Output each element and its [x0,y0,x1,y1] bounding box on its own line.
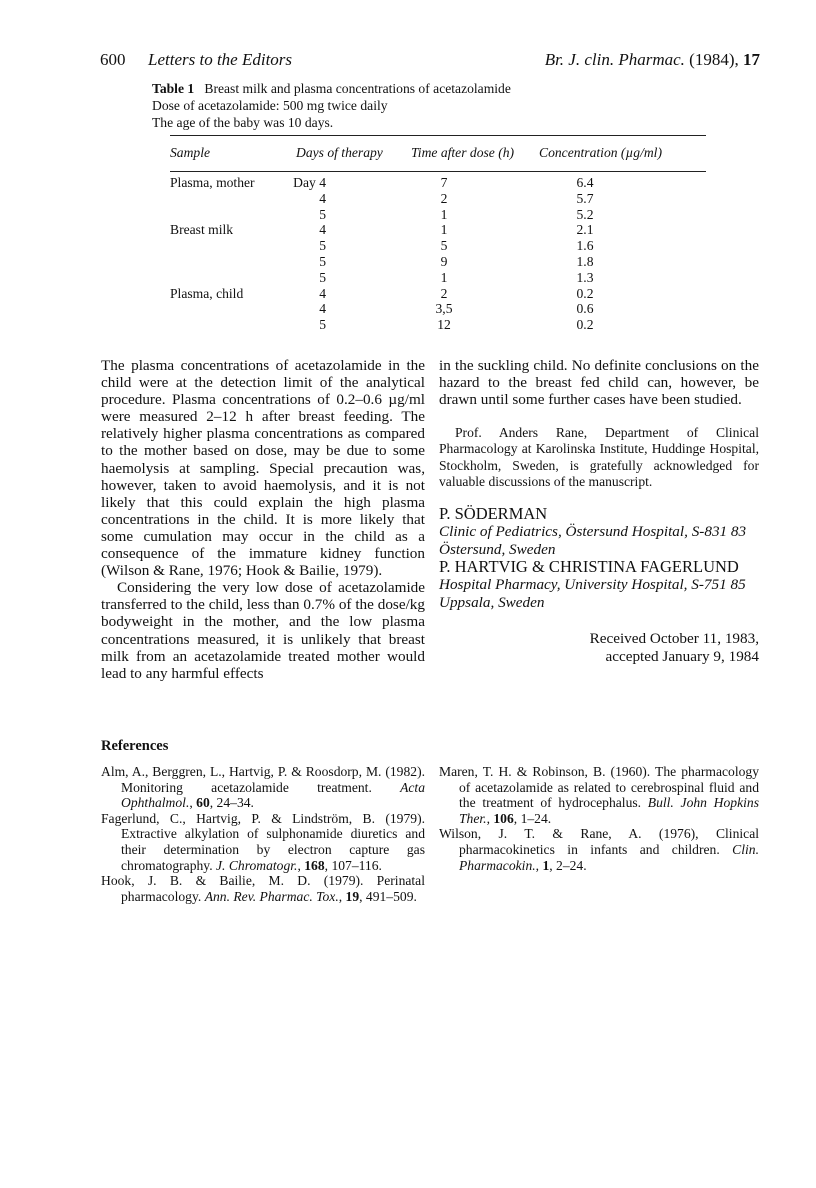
reference-text: Hook, J. B. & Bailie, M. D. (1979). Perinatal pharmacology. [101,873,425,904]
reference-sep: , [189,795,197,811]
cell-time: 3,5 [435,301,453,317]
cell-sample: Breast milk [170,222,234,238]
cell-time: 2 [440,190,448,206]
table-row [170,254,706,270]
reference-pages: , 491–509. [359,888,417,904]
cell-concentration: 1.8 [576,253,594,269]
cell-sample: Plasma, child [170,285,244,301]
cell-days: 5 [319,238,326,254]
body-paragraph: Considering the very low dose of acetazolamide transferred to the child, less than 0.7% of the dose/kg bodyweight in the mother, and the low plasma concentrations measured, it is unlikely that breast milk from an acetazolamide treated mother would lead to any harmful effects [101,579,425,682]
column-header-time: Time after dose (h) [411,145,515,160]
reference-volume: 106 [493,810,514,826]
table-caption [152,80,712,131]
cell-concentration: 5.2 [576,206,594,222]
cell-days: 4 [319,222,326,238]
reference-pages: , 107–116. [324,857,382,873]
table-row [170,286,706,302]
reference-item [439,764,759,826]
reference-sep: , [338,888,346,904]
reference-journal: Ann. Rev. Pharmac. Tox. [204,888,339,904]
cell-time: 5 [440,238,448,254]
received-date: Received October 11, 1983, [589,630,759,648]
reference-volume: 168 [304,857,325,873]
cell-concentration: 2.1 [576,222,594,238]
cell-days: 5 [319,269,326,285]
accepted-date: accepted January 9, 1984 [605,648,759,666]
author-name: P. SÖDERMAN [439,504,548,524]
reference-item [101,811,425,873]
reference-text: Wilson, J. T. & Rane, A. (1976), Clinical pharmacokinetics in infants and children. [439,826,759,857]
reference-text: Alm, A., Berggren, L., Hartvig, P. & Roosdorp, M. (1982). Monitoring acetazolamide treatment. [101,764,425,795]
cell-days: 4 [319,190,326,206]
cell-days: 4 [319,285,326,301]
cell-concentration: 0.2 [576,317,594,333]
cell-concentration: 1.6 [576,238,594,254]
reference-pages: , 2–24. [549,857,587,873]
reference-item [101,873,425,904]
table-row [170,191,706,207]
reference-journal: Bull. John Hopkins Ther. [459,795,759,826]
cell-days: 5 [319,253,326,269]
table-row [170,270,706,286]
author-name: P. HARTVIG & CHRISTINA FAGERLUND [439,557,739,577]
cell-concentration: 1.3 [576,269,594,285]
table-label: Table 1 [152,81,195,96]
table-row [170,222,706,238]
received-dates [439,630,759,666]
reference-volume: 60 [196,795,210,811]
reference-pages: , 1–24. [513,810,552,826]
table-body [170,175,706,333]
reference-volume: 19 [345,888,360,904]
author-affiliation: Clinic of Pediatrics, Östersund Hospital, S-831 83 Östersund, Sweden [439,523,747,558]
references-heading: References [101,738,169,754]
reference-journal: J. Chromatogr. [216,857,298,873]
reference-pages: , 24–34. [209,795,254,811]
cell-days: 5 [319,317,326,333]
cell-days: Day 4 [293,175,326,190]
cell-time: 1 [440,269,448,285]
cell-time: 7 [440,175,448,190]
body-column-left [101,357,425,682]
journal-year: (1984), [684,50,743,69]
cell-time: 2 [440,285,448,301]
running-header [100,50,760,72]
journal-name: Br. J. clin. Pharmac. [544,50,685,69]
reference-item [101,764,425,811]
references-column-left [101,764,425,904]
column-header-days: Days of therapy [296,145,383,160]
body-column-right [439,357,759,666]
page-number: 600 [100,50,126,69]
acknowledgement: Prof. Anders Rane, Department of Clinical Pharmacology at Karolinska Institute, Huddinge Hospital, Stockholm, Sweden, is gratefully acknowledged for valuable discussions of the manuscript. [439,425,759,489]
table-row [170,317,706,333]
reference-journal: Acta Ophthalmol. [121,779,425,811]
reference-sep: , [486,810,494,826]
cell-days: 4 [319,301,326,317]
cell-days: 5 [319,206,326,222]
table-header-rule [170,171,706,172]
cell-concentration: 0.2 [576,285,594,301]
author-affiliation: Hospital Pharmacy, University Hospital, S-751 85 Uppsala, Sweden [439,576,746,611]
table-top-rule [170,135,706,136]
reference-volume: 1 [542,857,550,873]
table-row [170,238,706,254]
cell-concentration: 0.6 [576,301,594,317]
cell-time: 12 [437,317,451,333]
journal-volume: 17 [743,50,760,69]
reference-sep: , [297,857,305,873]
reference-text: Fagerlund, C., Hartvig, P. & Lindström, B. (1979). Extractive alkylation of sulphonamide diuretics and their determination by electron capture gas chromatography. [101,810,425,873]
table-caption-line: The age of the baby was 10 days. [152,115,334,130]
table-row [170,207,706,223]
body-paragraph-continued: in the suckling child. No definite conclusions on the hazard to the breast fed child can, however, be drawn until some further cases have been studied. [439,357,759,409]
table-title: Breast milk and plasma concentrations of acetazolamide [204,81,511,96]
column-header-sample: Sample [170,145,211,160]
reference-sep: , [535,857,543,873]
reference-item [439,826,759,873]
table-caption-line: Dose of acetazolamide: 500 mg twice daily [152,98,388,113]
cell-concentration: 5.7 [576,190,594,206]
section-title: Letters to the Editors [148,50,293,69]
cell-sample: Plasma, mother [170,175,255,190]
references-column-right [439,764,759,873]
cell-time: 1 [440,206,448,222]
cell-time: 1 [440,222,448,238]
body-paragraph: The plasma concentrations of acetazolamide in the child were at the detection limit of the analytical procedure. Plasma concentrations of 0.2–0.6 µg/ml were measured 2–12 h after breast feeding. The relatively higher plasma concentrations as compared to the mother based on dose, may be due to some haemolysis at sampling. Special precaution was, however, taken to avoid haemolysis, and it is not likely that this could explain the high plasma concentrations in the child. It is more likely that some cumulation may occur in the child as a consequence of the immature kidney function (Wilson & Rane, 1976; Hook & Bailie, 1979). [101,357,425,580]
reference-text: Maren, T. H. & Robinson, B. (1960). The pharmacology of acetazolamide as related to cerebrospinal fluid and the treatment of hydrocephalus. [439,764,759,811]
cell-time: 9 [440,253,448,269]
column-header-concentration: Concentration (µg/ml) [539,145,662,160]
journal-citation [545,50,760,70]
table-row [170,175,706,191]
cell-concentration: 6.4 [576,175,594,190]
table-row [170,301,706,317]
reference-journal: Clin. Pharmacokin. [459,841,759,873]
